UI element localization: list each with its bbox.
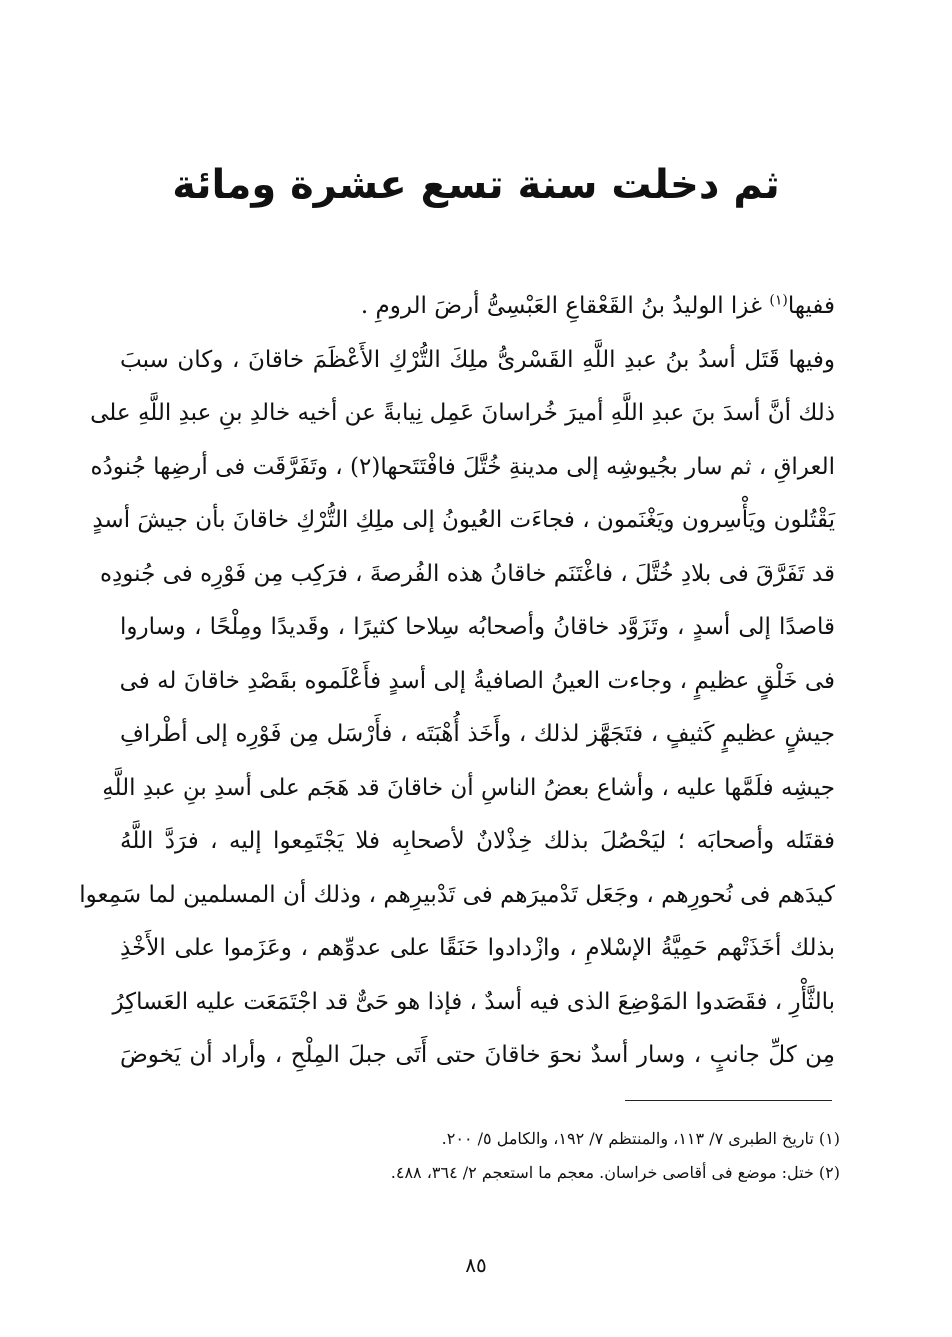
text-line: مِن كلِّ جانبٍ ، وسار أسدٌ نحوَ خاقانَ حتى أَتَى جبلَ المِلْحِ ، وأراد أن يَخوضَ [120,1042,835,1068]
footnote-1: (١) تاريخ الطبرى ٧/ ١١٣، والمنتظم ٧/ ١٩٢، والكامل ٥/ ٢٠٠. [441,1129,840,1148]
text-line: فى خَلْقٍ عظيمٍ ، وجاءت العينُ الصافيةُ إلى أسدٍ فأَعْلَموه بقَصْدِ خاقانَ له فى [119,667,835,694]
text-line: قاصدًا إلى أسدٍ ، وتَزَوَّد خاقانُ وأصحابُه سِلاحا كثيرًا ، وقَديدًا ومِلْحًا ، وساروا [120,614,835,640]
body-text [79,280,835,1083]
paragraph-first-line [120,280,835,334]
page-number: ٨٥ [465,1253,487,1277]
footnote-separator [625,1100,832,1101]
text-line: وفيها قَتَل أسدُ بنُ عبدِ اللَّهِ القَسْرىُّ ملِكَ التُّرْكِ الأَعْظَمَ خاقانَ ، وكان سببَ [120,346,835,373]
text-line: العراقِ ، ثم سار بجُيوشِه إلى مدينةِ خُتَّلَ فافْتَتَحها(٢) ، وتَفَرَّقَت فى أرضِها جُنودُه [90,453,835,480]
footnotes [250,1122,840,1190]
text-line: جيشِه فلَمَّها عليه ، وأشاع بعضُ الناسِ أن خاقانَ قد هَجَم على أسدِ بنِ عبدِ اللَّهِ [102,774,835,801]
text-line: ذلك أنَّ أسدَ بنَ عبدِ اللَّهِ أميرَ خُراسانَ عَمِل نِيابةً عن أخيه خالدِ بنِ عبدِ اللَّهِ على [90,400,835,426]
footnote-ref-1[interactable]: (١) [769,292,788,309]
text-line: بذلك أخَذَتْهم حَمِيَّةُ الإسْلامِ ، وازْدادوا حَنَقًا على عدوِّهم ، وعَزَموا على الأَخْذِ [120,935,835,961]
text-before-ref: ففيها [787,293,835,319]
footnote-2: (٢) ختل: موضع فى أقاصى خراسان. معجم ما استعجم ٢/ ٣٦٤، ٤٨٨. [390,1163,840,1182]
text-line: يَقْتُلون ويَأْسِرون ويَغْنَمون ، فجاءَت العُيونُ إلى ملِكِ التُّرْكِ خاقانَ بأن جيشَ أسدٍ [92,507,835,533]
text-after-ref: غزا الوليدُ بنُ القَعْقاعِ العَبْسِىُّ أرضَ الرومِ . [360,293,770,319]
text-line: كيدَهم فى نُحورِهم ، وجَعَل تَدْميرَهم فى تَدْبيرِهم ، وذلك أن المسلمين لما سَمِعوا [79,881,835,908]
text-line: جيشٍ عظيمٍ كَثيفٍ ، فتَجَهَّز لذلك ، وأَخَذ أُهْبَتَه ، فأَرْسَل مِن فَوْرِه إلى أطْرافِ [120,721,835,747]
text-line: قد تَفَرَّقَ فى بلادِ خُتَّلَ ، فاغْتَنَم خاقانُ هذه الفُرصةَ ، فرَكِب مِن فَوْرِه فى جُنودِه [99,560,835,587]
text-line: بالثَّأْرِ ، فقَصَدوا المَوْضِعَ الذى فيه أسدٌ ، فإذا هو حَىٌّ قد اجْتَمَعَت عليه العَساكِرُ [112,988,835,1015]
page-title: ثم دخلت سنة تسع عشرة ومائة [172,162,780,208]
text-line: فقتَله وأصحابَه ؛ ليَحْصُلَ بذلك خِذْلانٌ لأصحابِه فلا يَجْتَمِعوا إليه ، فرَدَّ اللَّهُ [120,828,835,854]
